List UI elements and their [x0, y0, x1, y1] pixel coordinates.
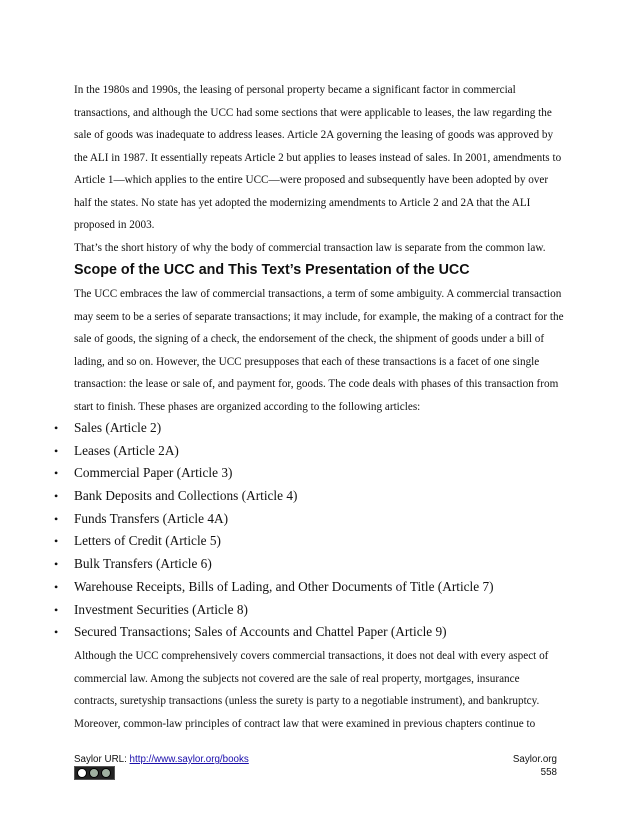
footer-url-label: Saylor URL: — [74, 754, 130, 765]
creative-commons-by-nc-sa-icon — [74, 766, 115, 780]
paragraph-scope: The UCC embraces the law of commercial transactions, a term of some ambiguity. A commercial transaction may seem to be a series of separate transactions; it may include, for example, the making of a contract for the sale of goods, the signing of a check, the endorsement of the check, the shipment of goods under a bill of lading, and so on. However, the UCC presupposes that each of these transactions is a facet of one single transaction: the lease or sale of, and payment for, goods. The code deals with phases of this transaction from start to finish. These phases are organized according to the following articles: — [74, 288, 564, 413]
list-item-label: Investment Securities (Article 8) — [74, 601, 248, 617]
footer-site: Saylor.org — [512, 754, 557, 765]
list-item-label: Commercial Paper (Article 3) — [74, 465, 233, 481]
section-heading: Scope of the UCC and This Text’s Presentation of the UCC — [74, 262, 470, 278]
list-item — [0, 485, 630, 508]
list-item — [0, 462, 630, 485]
list-item-label: Funds Transfers (Article 4A) — [74, 510, 229, 526]
paragraph-history: In the 1980s and 1990s, the leasing of personal property became a significant factor in commercial transactions, and although the UCC had some sections that were applicable to leases, the law regarding the sale of goods was inadequate to address leases. Article 2A governing the leasing of goods was approved by the ALI in 1987. It essentially repeats Article 2 but applies to leases instead of sales. In 2001, amendments to Article 1—which applies to the entire UCC—were proposed and subsequently have been adopted by over half the states. No state has yet adopted the modernizing amendments to Article 2 and 2A that the ALI proposed in 2003. — [74, 84, 562, 231]
list-item — [0, 576, 630, 599]
bullet-icon: • — [54, 534, 59, 549]
list-item — [0, 621, 630, 644]
bullet-icon: • — [54, 489, 59, 504]
list-item-label: Bulk Transfers (Article 6) — [74, 556, 212, 572]
list-item-label: Warehouse Receipts, Bills of Lading, and Other Documents of Title (Article 7) — [74, 578, 494, 594]
paragraph-summary: That’s the short history of why the body of commercial transaction law is separate from the common law. — [74, 242, 546, 254]
bullet-icon: • — [54, 625, 59, 640]
list-item — [0, 530, 630, 553]
list-item-label: Leases (Article 2A) — [74, 442, 179, 458]
attribution-icon — [89, 768, 99, 778]
paragraph-exclusions: Although the UCC comprehensively covers commercial transactions, it does not deal with every aspect of commercial law. Among the subjects not covered are the sale of real property, mortgages, insurance contracts, suretyship transactions (unless the surety is party to a negotiable instrument), and bankruptcy. Moreover, common-law principles of contract law that were examined in previous chapters continue to — [74, 650, 549, 730]
page-number: 558 — [540, 767, 557, 778]
list-item-label: Bank Deposits and Collections (Article 4) — [74, 488, 298, 504]
cc-icon — [77, 768, 87, 778]
list-item-label: Letters of Credit (Article 5) — [74, 533, 221, 549]
footer-url-link[interactable]: http://www.saylor.org/books — [129, 754, 249, 765]
list-item-label: Secured Transactions; Sales of Accounts and Chattel Paper (Article 9) — [74, 624, 447, 640]
bullet-icon: • — [54, 511, 59, 526]
articles-list — [0, 417, 630, 644]
list-item — [0, 553, 630, 576]
list-item — [0, 599, 630, 622]
bullet-icon: • — [54, 557, 59, 572]
bullet-icon: • — [54, 443, 59, 458]
list-item-label: Sales (Article 2) — [74, 420, 162, 435]
list-item — [0, 440, 630, 463]
footer-page-info — [513, 753, 557, 779]
noncommercial-icon — [101, 768, 111, 778]
bullet-icon: • — [54, 421, 59, 435]
list-item — [0, 417, 630, 440]
footer-source — [74, 753, 249, 767]
bullet-icon: • — [54, 466, 59, 481]
list-item — [0, 508, 630, 531]
bullet-icon: • — [54, 579, 59, 594]
bullet-icon: • — [54, 602, 59, 617]
